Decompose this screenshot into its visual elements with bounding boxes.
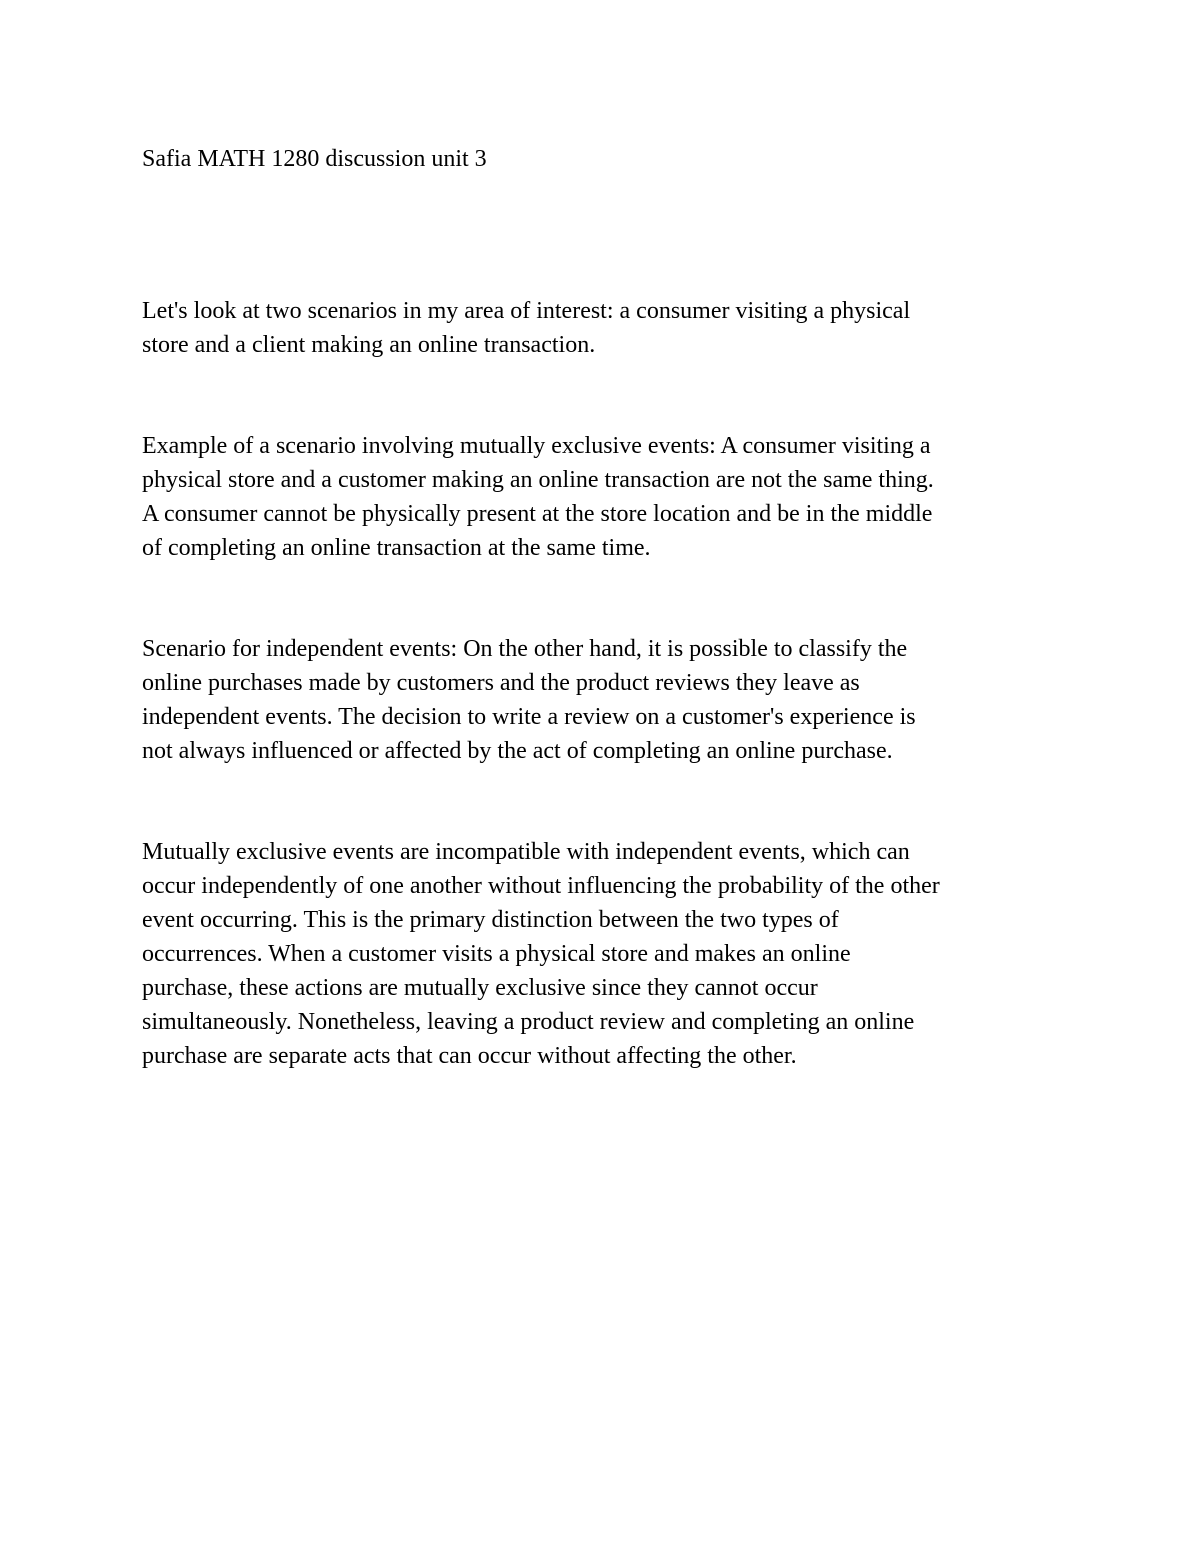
paragraph-line: Scenario for independent events: On the other hand, it is possible to classify the (142, 636, 908, 662)
paragraph-line: occurrences. When a customer visits a physical store and makes an online (142, 941, 851, 967)
paragraph-line: Mutually exclusive events are incompatible with independent events, which can (142, 839, 910, 865)
paragraph-line: physical store and a customer making an online transaction are not the same thing. (142, 467, 934, 493)
paragraph-line: of completing an online transaction at the same time. (142, 535, 651, 561)
paragraph-line: independent events. The decision to write a review on a customer's experience is (142, 704, 916, 730)
paragraph-mutually-exclusive (142, 429, 1062, 565)
paragraph-line: Example of a scenario involving mutually exclusive events: A consumer visiting a (142, 433, 931, 459)
paragraph-line: Let's look at two scenarios in my area of interest: a consumer visiting a physical (142, 298, 911, 324)
paragraph-line: A consumer cannot be physically present at the store location and be in the middle (142, 501, 933, 527)
document-body (142, 142, 1062, 1073)
paragraph-distinction (142, 835, 1062, 1073)
paragraph-line: not always influenced or affected by the act of completing an online purchase. (142, 738, 893, 764)
paragraph-line: store and a client making an online transaction. (142, 332, 596, 358)
paragraph-line: occur independently of one another without influencing the probability of the other (142, 873, 940, 899)
document-title: Safia MATH 1280 discussion unit 3 (142, 146, 487, 172)
paragraph-independent (142, 632, 1062, 768)
paragraph-line: purchase, these actions are mutually exclusive since they cannot occur (142, 975, 818, 1001)
paragraph-line: online purchases made by customers and the product reviews they leave as (142, 670, 860, 696)
paragraph-line: event occurring. This is the primary distinction between the two types of (142, 907, 839, 933)
paragraph-intro (142, 294, 1062, 362)
paragraph-line: purchase are separate acts that can occur without affecting the other. (142, 1043, 797, 1069)
paragraph-line: simultaneously. Nonetheless, leaving a product review and completing an online (142, 1009, 915, 1035)
